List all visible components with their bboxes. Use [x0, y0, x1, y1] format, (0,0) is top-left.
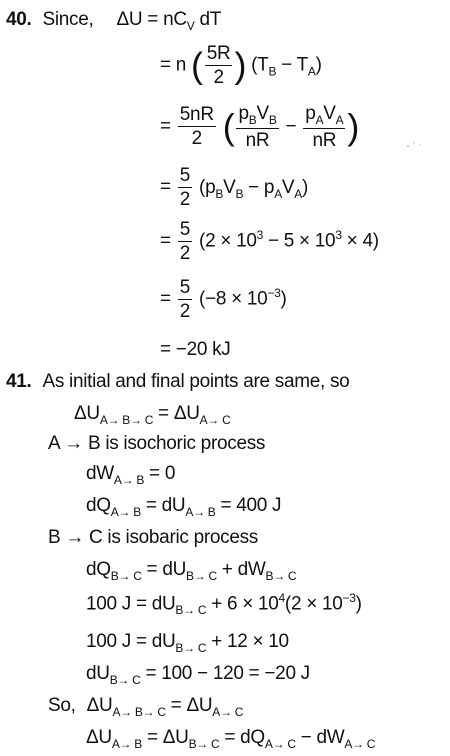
equation-1: $\Delta U = nC_V$ dT — [116, 9, 222, 33]
q41-line-2: A → B is isochoric process — [48, 433, 266, 454]
question-41-header — [6, 372, 349, 391]
intro-text: Since, — [42, 9, 94, 30]
equation-7: = −20 kJ — [160, 339, 231, 360]
question-number: 41. — [6, 371, 32, 392]
q41-line-9: $dU_{B\to C} = 100 - 120 = -20$ J — [86, 663, 310, 687]
scan-speck — [406, 140, 424, 148]
q41-line-1: $\Delta U_{A\to B\to C} = \Delta U_{A\to C}$ — [74, 403, 231, 427]
q41-line-8: 100 $J = dU_{B\to C} + 12 \times 10$ — [86, 631, 289, 655]
intro-text: As initial and final points are same, so — [42, 371, 350, 392]
q41-line-7: 100 $J = dU_{B\to C} + 6 \times 10^4(2 \times 10^{-3})$ — [86, 591, 362, 618]
equation-5: = $\frac{5}{2}$ $(2 \times 10^3 - 5 \times 10^3 \times 4)$ — [160, 219, 379, 264]
q41-line-6: $dQ_{B\to C} = dU_{B\to C} + dW_{B\to C}$ — [86, 559, 297, 583]
q41-line-5: B → C is isobaric process — [48, 527, 259, 548]
equation-2: = n ( $\frac{5R}{2}$ ) $(T_B - T_A)$ — [160, 43, 322, 88]
q41-line-4: $dQ_{A\to B} = dU_{A\to B} = 400$ J — [86, 495, 282, 519]
equation-3: = $\frac{5nR}{2}$ ( $p_BV_B$ nR − $p_AV_A$ nR ) — [160, 103, 360, 151]
equation-6: = $\frac{5}{2}$ $(-8 \times 10^{-3})$ — [160, 277, 287, 322]
equation-4: = $\frac{5}{2}$ $(p_BV_B - p_AV_A)$ — [160, 165, 309, 210]
q41-line-3: $dW_{A\to B} = 0$ — [86, 463, 176, 487]
q41-line-11: $\Delta U_{A\to B} = \Delta U_{B\to C} = dQ_{A\to C} - dW_{A\to C}$ — [86, 727, 376, 751]
question-40-header — [6, 10, 221, 32]
question-number: 40. — [6, 9, 32, 30]
q41-line-10: So, $\Delta U_{A\to B\to C} = \Delta U_{A\to C}$ — [48, 695, 244, 719]
